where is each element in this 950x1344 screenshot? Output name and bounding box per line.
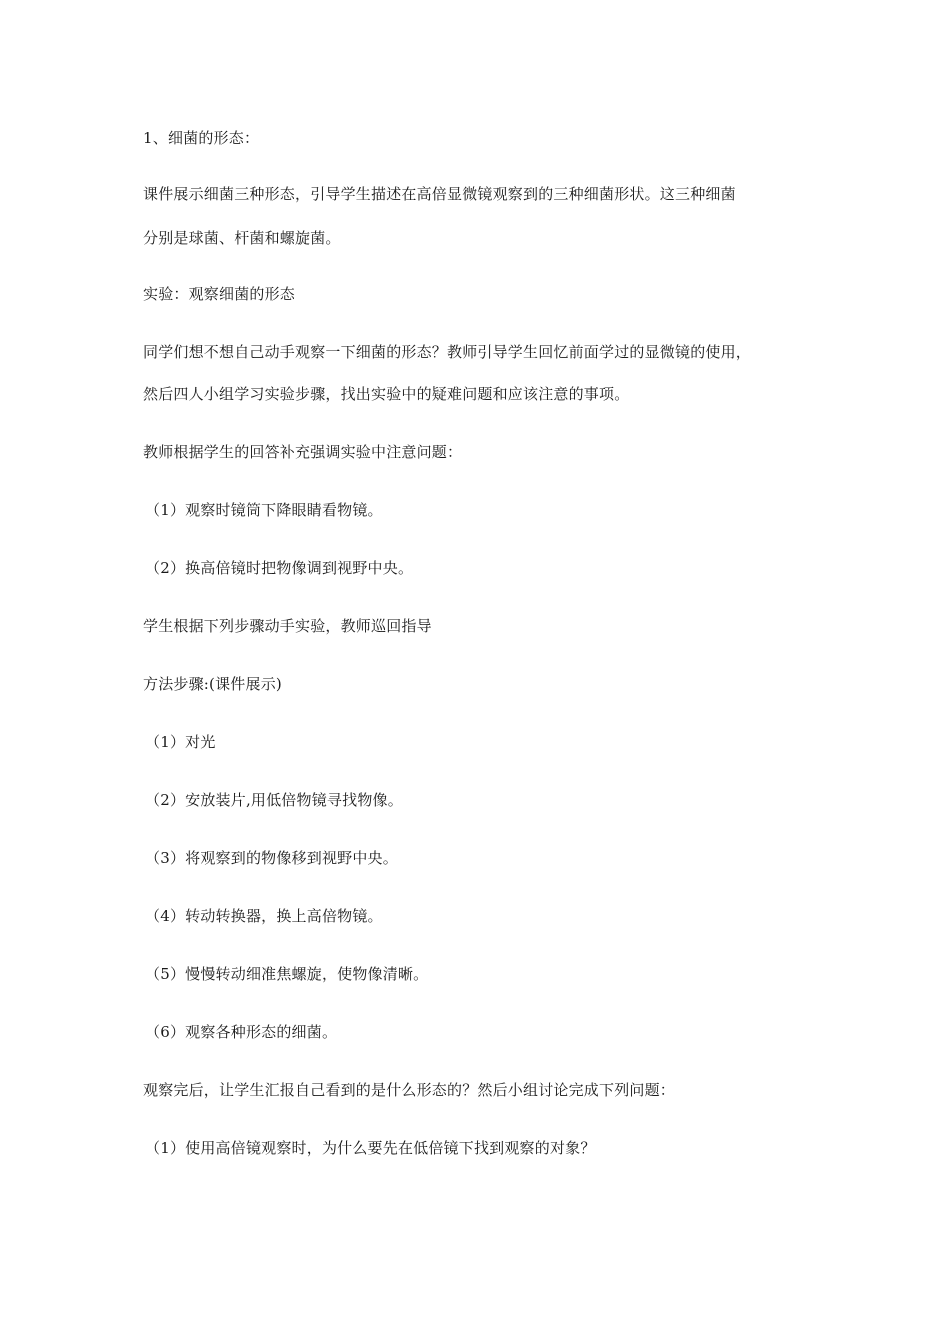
list-item: （1）使用高倍镜观察时，为什么要先在低倍镜下找到观察的对象？ [145,1139,596,1157]
paragraph-line: 课件展示细菌三种形态，引导学生描述在高倍显微镜观察到的三种细菌形状。这三种细菌 [143,185,736,203]
list-item: （2）换高倍镜时把物像调到视野中央。 [145,559,414,577]
experiment-title: 实验：观察细菌的形态 [143,285,296,303]
list-item: （2）安放装片,用低倍物镜寻找物像。 [145,791,403,809]
list-item: （1）观察时镜筒下降眼睛看物镜。 [145,501,383,519]
paragraph-line: 同学们想不想自己动手观察一下细菌的形态？教师引导学生回忆前面学过的显微镜的使用， [143,343,752,361]
paragraph-line: 教师根据学生的回答补充强调实验中注意问题： [143,443,463,461]
list-item: （3）将观察到的物像移到视野中央。 [145,849,398,867]
method-heading: 方法步骤:(课件展示) [143,675,282,693]
list-item: （4）转动转换器，换上高倍物镜。 [145,907,383,925]
paragraph-line: 然后四人小组学习实验步骤，找出实验中的疑难问题和应该注意的事项。 [143,385,630,403]
paragraph-line: 学生根据下列步骤动手实验，教师巡回指导 [143,617,432,635]
list-item: （1）对光 [145,733,216,751]
list-item: （5）慢慢转动细准焦螺旋，使物像清晰。 [145,965,429,983]
paragraph-line: 观察完后，让学生汇报自己看到的是什么形态的？然后小组讨论完成下列问题： [143,1081,676,1099]
list-item: （6）观察各种形态的细菌。 [145,1023,338,1041]
paragraph-line: 分别是球菌、杆菌和螺旋菌。 [143,229,341,247]
section-heading: 1、细菌的形态： [143,129,260,147]
